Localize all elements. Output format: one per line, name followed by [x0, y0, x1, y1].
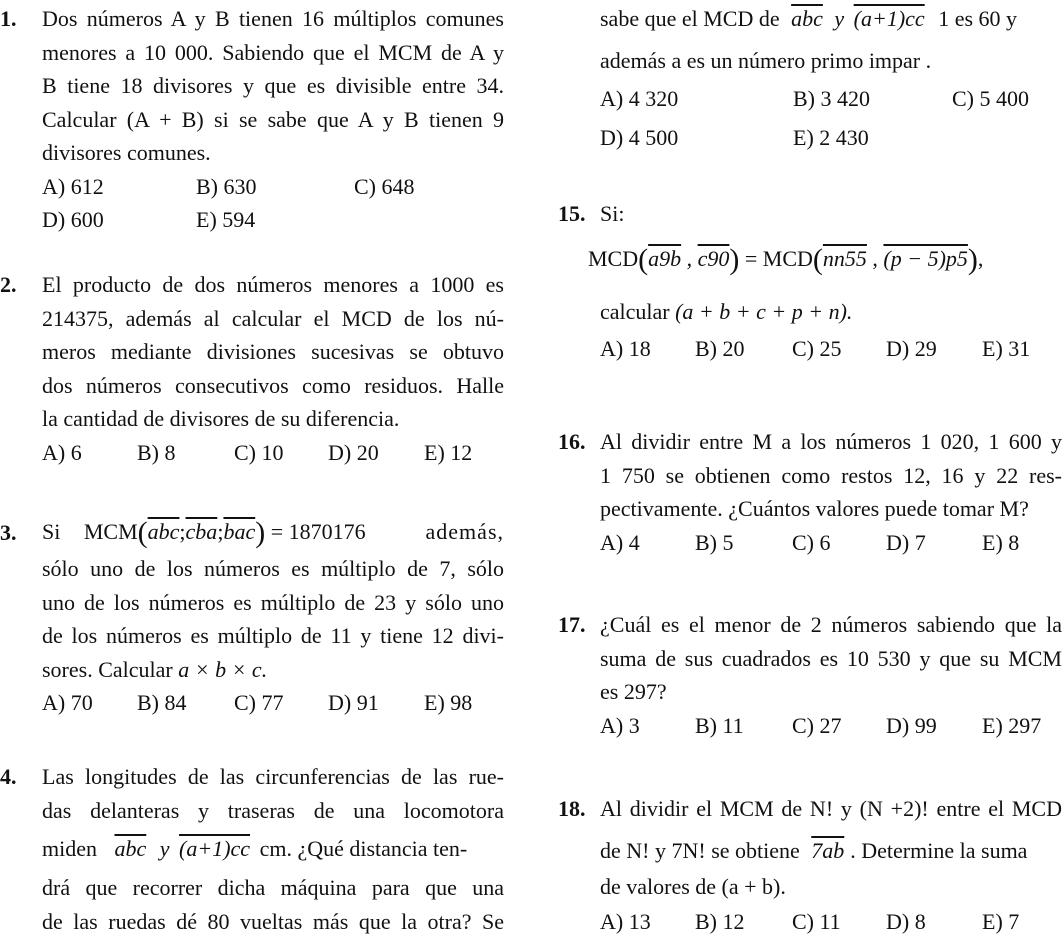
paren-close: ) [729, 242, 740, 276]
paren-open: ( [638, 242, 649, 276]
statement-line: B tiene 18 divisores y que es divisible entre 34. [42, 73, 504, 98]
problem-18 [558, 792, 1062, 938]
statement-line: 214375, además al calcular el MCD de los nú- [42, 305, 504, 331]
problem-number: 18. [558, 796, 586, 821]
answer-options [600, 121, 1062, 154]
connector-y: y [159, 836, 170, 861]
statement-text: de N! y 7N! se obtiene [600, 837, 800, 863]
statement-line: Dos números A y B tienen 16 múltiplos comunes [42, 6, 504, 31]
statement-text: sores. Calcular [42, 656, 179, 682]
answer-options [600, 526, 1062, 559]
problem-17 [558, 608, 1062, 742]
option-e: E) 8 [982, 529, 1020, 555]
statement-text: sabe que el MCD de [600, 6, 780, 31]
statement-text: calcular [600, 298, 676, 324]
mcm-label: MCM [83, 519, 138, 544]
option-a: A) 70 [42, 690, 93, 715]
statement-line: menores a 10 000. Sabiendo que el MCM de A y [42, 39, 504, 65]
problem-statement [42, 268, 504, 469]
problem-number: 4. [0, 764, 17, 789]
mcm-value: = 1870176 [270, 519, 366, 544]
statement-line: das delanteras y traseras de una locomotora [42, 797, 504, 823]
problem-3 [0, 512, 510, 719]
numeral-a9b: a9b [648, 245, 682, 271]
sum-expression: (a + b + c + p + n). [675, 298, 853, 324]
statement-line: Al dividir entre M a los números 1 020, 1 600 y [600, 429, 1062, 454]
option-c: C) 648 [354, 173, 415, 199]
problem-number: 17. [558, 612, 586, 637]
separator: ; [179, 519, 186, 544]
problem-4 [0, 760, 510, 938]
problem-statement [42, 512, 504, 719]
statement-line: de valores de (a + b). [600, 873, 786, 899]
problem-number: 15. [558, 201, 586, 226]
option-b: B) 12 [695, 909, 745, 934]
option-d: D) 4 500 [600, 124, 679, 150]
answer-options [42, 203, 504, 236]
numeral-a1cc: (a+1)cc [179, 836, 251, 861]
statement-text: miden [42, 836, 97, 861]
numeral-c90: c90 [697, 245, 730, 271]
statement-line: divisores comunes. [42, 140, 211, 165]
statement-line: drá que recorrer dicha máquina para que una [42, 875, 504, 900]
problem-statement [588, 197, 1062, 365]
comma: , [977, 245, 984, 271]
option-c: C) 5 400 [952, 85, 1029, 111]
option-a: A) 4 [600, 529, 640, 555]
option-d: D) 99 [886, 712, 937, 738]
option-d: D) 91 [328, 690, 379, 715]
problem-4-continued [558, 2, 1062, 154]
problem-number: 16. [558, 429, 586, 454]
problem-statement [600, 425, 1062, 559]
option-b: B) 11 [695, 712, 744, 738]
statement-line: ¿Cuál es el menor de 2 números sabiendo que la [600, 612, 1062, 637]
option-c: C) 11 [792, 909, 841, 934]
option-d: D) 8 [886, 909, 926, 934]
problem-number: 2. [0, 272, 17, 297]
separator: ; [217, 519, 224, 544]
ademas-word: además, [425, 519, 504, 544]
option-a: A) 3 [600, 712, 640, 738]
mcd-equals: = MCD [744, 245, 813, 271]
option-d: D) 20 [328, 439, 379, 465]
option-b: B) 84 [137, 690, 187, 715]
problem-statement [42, 760, 504, 938]
answer-options [600, 709, 1062, 742]
statement-line: Si: [600, 201, 625, 226]
statement-line: Al dividir el MCM de N! y (N +2)! entre el MCD [600, 796, 1062, 821]
statement-line: Calcular (A + B) si se sabe que A y B tienen 9 [42, 106, 504, 132]
statement-line: uno de los números es múltiplo de 23 y sólo uno [42, 589, 504, 615]
option-e: E) 31 [982, 336, 1031, 361]
answer-options [42, 436, 504, 469]
numeral-cba: $\overline{cba}$ [185, 519, 218, 544]
paren-open: ( [137, 516, 148, 549]
statement-line [600, 826, 1062, 870]
numeral-abc: $\overline{abc}$ [114, 836, 147, 861]
statement-line: pectivamente. ¿Cuántos valores puede tomar M? [600, 496, 1029, 521]
problem-number: 1. [0, 6, 17, 31]
option-b: B) 20 [695, 336, 745, 361]
option-e: E) 12 [424, 439, 473, 465]
numeral-a1cc: (a+1)cc [853, 6, 925, 31]
option-b: B) 5 [695, 529, 734, 555]
option-a: A) 18 [600, 336, 651, 361]
option-d: D) 7 [886, 529, 926, 555]
option-b: B) 630 [196, 173, 257, 199]
statement-line: además a es un número primo impar . [600, 48, 932, 73]
numeral-7ab: 7ab [811, 837, 845, 863]
option-e: E) 2 430 [793, 124, 869, 150]
numeral-p5p5: (p − 5)p5 [883, 245, 968, 271]
problem-statement [600, 2, 1062, 154]
answer-options [42, 170, 504, 203]
problem-2 [0, 268, 510, 469]
paren-close: ) [967, 242, 978, 276]
option-c: C) 27 [792, 712, 842, 738]
numeral-nn55: nn55 [822, 245, 867, 271]
option-b: B) 8 [137, 439, 176, 465]
option-a: A) 6 [42, 439, 82, 465]
option-a: A) 4 320 [600, 85, 679, 111]
option-e: E) 7 [982, 909, 1020, 934]
option-d: D) 29 [886, 336, 937, 361]
answer-options [600, 332, 1062, 365]
statement-text: . Determine la suma [850, 837, 1028, 863]
statement-line: suma de sus cuadrados es 10 530 y que su MCM [600, 645, 1062, 671]
product-expression: a × b × c. [178, 656, 268, 682]
statement-line [42, 827, 504, 871]
problem-statement [600, 792, 1062, 938]
numeral-abc: $\overline{abc}$ [791, 6, 823, 31]
option-b: B) 3 420 [793, 85, 870, 111]
option-d: D) 600 [42, 206, 104, 232]
problem-statement [600, 608, 1062, 742]
statement-line [600, 2, 1062, 40]
mcm-equation-line [42, 512, 504, 552]
numeral-abc: $\overline{abc}$ [147, 519, 180, 544]
numeral-bac: $\overline{bac}$ [223, 519, 256, 544]
mcd-label: MCD [588, 245, 639, 271]
statement-line: Las longitudes de las circunferencias de las rue- [42, 764, 504, 789]
mcd-equation-line: MCD(a9b , c90) = MCD(nn55 , (p − 5)p5), [588, 242, 984, 276]
problem-16 [558, 425, 1062, 559]
statement-line: El producto de dos números menores a 1000 es [42, 272, 504, 297]
answer-options [42, 686, 504, 719]
answer-options [600, 82, 1062, 115]
option-a: A) 612 [42, 173, 104, 199]
statement-line [600, 295, 1062, 329]
problem-number: 3. [0, 520, 17, 545]
option-a: A) 13 [600, 909, 651, 934]
statement-line: dos números consecutivos como residuos. Halle [42, 372, 504, 398]
statement-line: de las ruedas dé 80 vueltas más que la otra? Se [42, 908, 504, 934]
paren-close: ) [255, 516, 266, 549]
option-c: C) 6 [792, 529, 831, 555]
statement-line: de los números es múltiplo de 11 y tiene 12 divi- [42, 623, 504, 648]
statement-line: la cantidad de divisores de su diferencia. [42, 406, 400, 431]
statement-line [42, 653, 504, 687]
option-e: E) 297 [982, 712, 1042, 738]
statement-line: 1 750 se obtienen como restos 12, 16 y 22 res- [600, 462, 1062, 488]
statement-text: 1 es 60 y [938, 6, 1018, 31]
option-c: C) 77 [234, 690, 284, 715]
problem-15 [558, 197, 1062, 365]
answer-options [600, 905, 1062, 938]
paren-open: ( [812, 242, 823, 276]
statement-text: cm. ¿Qué distancia ten- [259, 836, 468, 861]
option-e: E) 98 [424, 690, 473, 715]
statement-line: sólo uno de los números es múltiplo de 7, sólo [42, 556, 504, 581]
option-c: C) 10 [234, 439, 284, 465]
problem-statement [42, 2, 504, 236]
problem-1 [0, 2, 510, 236]
option-c: C) 25 [792, 336, 842, 361]
statement-line: es 297? [600, 679, 667, 704]
statement-line: meros mediante divisiones sucesivas se obtuvo [42, 339, 504, 364]
option-e: E) 594 [196, 206, 256, 232]
connector-y: y [834, 6, 845, 31]
si-word: Si [42, 519, 61, 544]
